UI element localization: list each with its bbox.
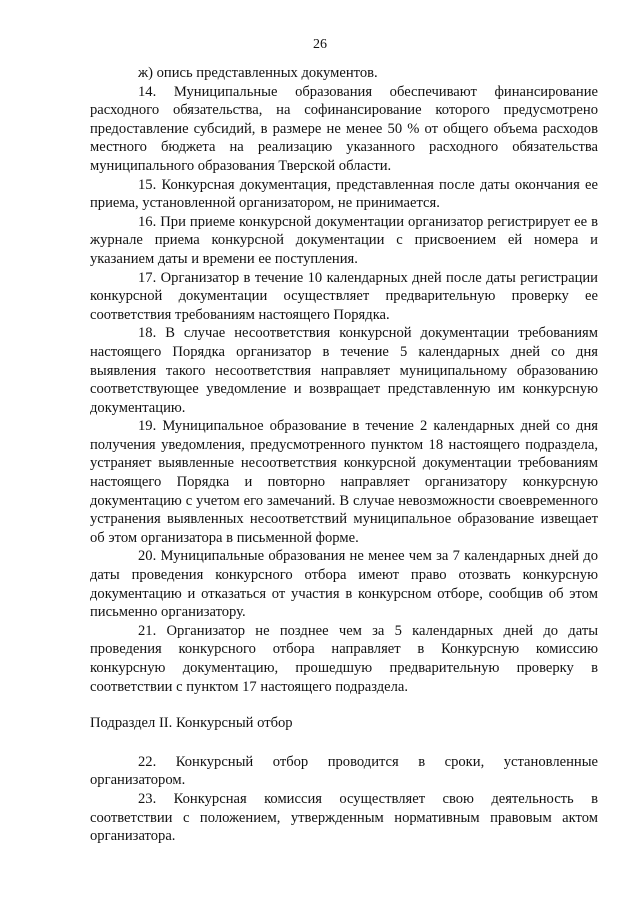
document-body bbox=[90, 64, 598, 846]
paragraph-item-zh: ж) опись представленных документов. bbox=[138, 65, 378, 81]
page-number: 26 bbox=[313, 37, 327, 52]
paragraph-19: 19. Муниципальное образование в течение 2 календарных дней со дня получения уведомления, предусмотренного пунктом 18 настоящего подраздела, устраняет выявленные несоответствия конкурсной документации требованиям настоящего Порядка и повторно направляет организатору конкурсную документацию с учетом его замечаний. В случае невозможности своевременного устранения выявленных несоответствий муниципальное образование извещает об этом организатора в письменной форме. bbox=[90, 418, 598, 546]
paragraph-18: 18. В случае несоответствия конкурсной документации требованиям настоящего Порядка организатор в течение 5 календарных дней со дня выявления такого несоответствия направляет муниципальному образованию соответствующее уведомление и возвращает представленную им конкурсную документацию. bbox=[90, 325, 598, 416]
paragraph-15: 15. Конкурсная документация, представленная после даты окончания ее приема, установленной организатором, не принимается. bbox=[90, 176, 598, 212]
paragraph-17: 17. Организатор в течение 10 календарных дней после даты регистрации конкурсной документации осуществляет предварительную проверку ее соответствия требованиям настоящего Порядка. bbox=[90, 269, 598, 323]
paragraph-23: 23. Конкурсная комиссия осуществляет свою деятельность в соответствии с положением, утвержденным нормативным правовым актом организатора. bbox=[90, 790, 598, 845]
paragraph-21: 21. Организатор не позднее чем за 5 календарных дней до даты проведения конкурсного отбора направляет в Конкурсную комиссию конкурсную документацию, прошедшую предварительную проверку в соответствии с пунктом 17 настоящего подраздела. bbox=[90, 622, 598, 695]
subsection-heading: Подраздел II. Конкурсный отбор bbox=[90, 715, 293, 732]
paragraph-20: 20. Муниципальные образования не менее чем за 7 календарных дней до даты проведения конкурсного отбора имеют право отозвать конкурсную документацию и отказаться от участия в конкурсном отборе, сообщив об этом письменно организатору. bbox=[90, 548, 598, 621]
paragraph-16: 16. При приеме конкурсной документации организатор регистрирует ее в журнале приема конкурсной документации с присвоением ей номера и указанием даты и времени ее поступления. bbox=[90, 213, 598, 267]
paragraph-14: 14. Муниципальные образования обеспечивают финансирование расходного обязательства, на софинансирование которого предусмотрено предоставление субсидий, в размере не менее 50 % от общего объема расходов местного бюджета на реализацию указанного расходного обязательства муниципального образования Тверской области. bbox=[90, 83, 598, 174]
paragraph-22: 22. Конкурсный отбор проводится в сроки, установленные организатором. bbox=[90, 753, 598, 789]
